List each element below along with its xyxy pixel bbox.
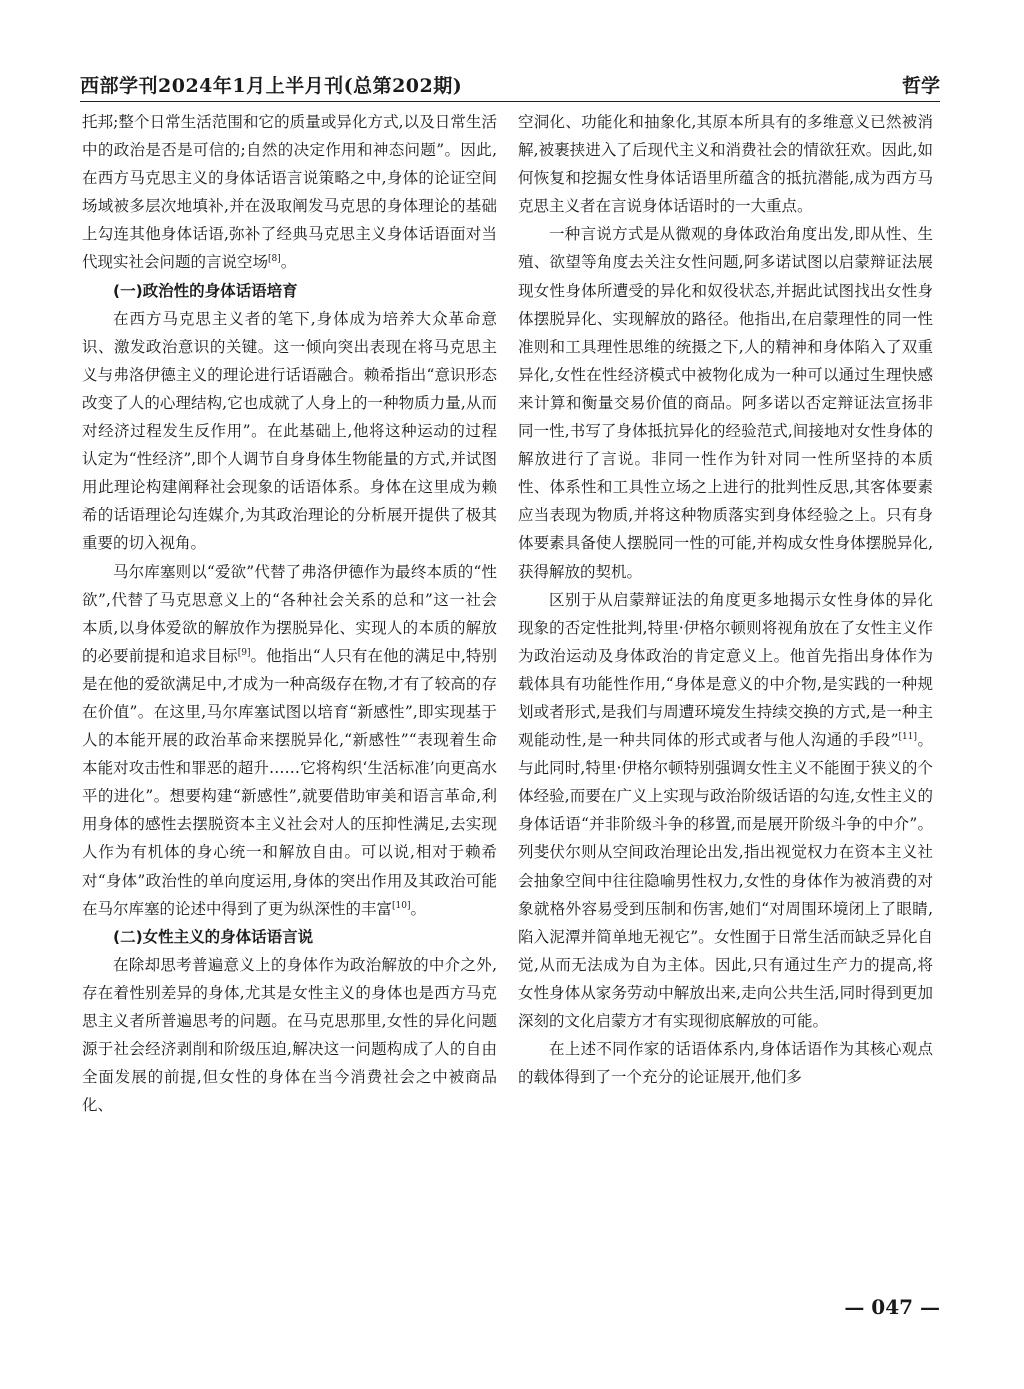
right-column	[518, 108, 933, 1233]
paragraph-text: 托邦;整个日常生活范围和它的质量或异化方式,以及日常生活中的政治是否是可信的;自然的决定作用和神态问题”。因此,在西方马克思主义的身体话语言说策略之中,身体的论证空间场域被多层次地填补,并在汲取阐发马克思的身体理论的基础上勾连其他身体话语,弥补了经典马克思主义身体话语面对当代现实社会问题的言说空场	[82, 113, 497, 272]
paragraph	[82, 108, 497, 277]
paragraph: 空洞化、功能化和抽象化,其原本所具有的多维意义已然被消解,被裹挟进入了后现代主义和消费社会的情欲狂欢。因此,如何恢复和挖掘女性身体话语里所蕴含的抵抗潜能,成为西方马克思主义者在言说身体话语时的一大重点。	[518, 113, 933, 216]
paragraph	[518, 586, 933, 1036]
paragraph-text: 马尔库塞则以“爱欲”代替了弗洛伊德作为最终本质的“性欲”,代替了马克思意义上的“各种社会关系的总和”这一社会本质,以身体爱欲的解放作为摆脱异化、实现人的本质的解放的必要前提和追求目标	[82, 562, 497, 665]
paragraph-text: 。他指出“人只有在他的满足中,特别是在他的爱欲满足中,才成为一种高级存在物,才有了较高的存在价值”。在这里,马尔库塞试图以培育“新感性”,即实现基于人的本能开展的政治革命来摆脱异化,“新感性”“表现着生命本能对攻击性和罪恶的超升……它将构织‘生活标准’向更高水平的进化”。想要构建“新感性”,就要借助审美和语言革命,利用身体的感性去摆脱资本主义社会对人的压抑性满足,去实现人作为有机体的身心统一和解放自由。可以说,相对于赖希对“身体”政治性的单向度运用,身体的突出作用及其政治可能在马尔库塞的论述中得到了更为纵深性的丰富	[82, 646, 497, 918]
paragraph-end: 。	[280, 253, 297, 272]
running-header	[80, 68, 940, 98]
paragraph: 在上述不同作家的话语体系内,身体话语作为其核心观点的载体得到了一个充分的论证展开,他们多	[518, 1040, 933, 1087]
section-heading: (二)女性主义的身体话语言说	[113, 927, 314, 946]
page-number: — 047 —	[844, 1295, 940, 1319]
paragraph: 一种言说方式是从微观的身体政治角度出发,即从性、生殖、欲望等角度去关注女性问题,阿多诺试图以启蒙辩证法展现女性身体所遭受的异化和奴役状态,并据此试图找出女性身体摆脱异化、实现解放的路径。他指出,在启蒙理性的同一性准则和工具理性思维的统摄之下,人的精神和身体陷入了双重异化,女性在性经济模式中被物化成为一种可以通过生理快感来计算和衡量交易价值的商品。阿多诺以否定辩证法宣扬非同一性,书写了身体抵抗异化的经验范式,间接地对女性身体的解放进行了言说。非同一性作为针对同一性所坚持的本质性、体系性和工具性立场之上进行的批判性反思,其客体要素应当表现为物质,并将这种物质落实到身体经验之上。只有身体要素具备使人摆脱同一性的可能,并构成女性身体摆脱异化,获得解放的契机。	[518, 225, 933, 581]
citation: [10]	[392, 900, 411, 911]
left-column	[82, 108, 497, 1233]
citation: [9]	[237, 647, 251, 658]
header-rule	[80, 101, 940, 102]
citation: [8]	[268, 254, 281, 265]
paragraph-text: 区别于从启蒙辩证法的角度更多地揭示女性身体的异化现象的否定性批判,特里·伊格尔顿则将视角放在了女性主义作为政治运动及身体政治的肯定意义上。他首先指出身体作为载体具有功能性作用,“身体是意义的中介物,是实践的一种规划或者形式,是我们与周遭环境发生持续交换的方式,是一种主观能动性,是一种共同体的形式或者与他人沟通的手段”	[518, 590, 933, 750]
citation: [11]	[898, 732, 918, 743]
paragraph-end: 。	[410, 899, 427, 918]
paragraph	[82, 558, 497, 923]
paragraph: 在西方马克思主义者的笔下,身体成为培养大众革命意识、激发政治意识的关键。这一倾向突出表现在将马克思主义与弗洛伊德主义的理论进行话语融合。赖希指出“意识形态改变了人的心理结构,它也成就了人身上的一种物质力量,从而对经济过程发生反作用”。在此基础上,他将这种运动的过程认定为“性经济”,即个人调节自身身体生物能量的方式,并试图用此理论构建阐释社会现象的话语体系。身体在这里成为赖希的话语理论勾连媒介,为其政治理论的分析展开提供了极其重要的切入视角。	[82, 309, 497, 553]
section-label: 哲学	[901, 75, 940, 97]
journal-title: 西部学刊2024年1月上半月刊(总第202期)	[80, 75, 463, 97]
paragraph-text: 。与此同时,特里·伊格尔顿特别强调女性主义不能囿于狭义的个体经验,而要在广义上实现与政治阶级话语的勾连,女性主义的身体话语“并非阶级斗争的移置,而是展开阶级斗争的中介”。列斐伏尔则从空间政治理论出发,指出视觉权力在资本主义社会抽象空间中往往隐喻男性权力,女性的身体作为被消费的对象就格外容易受到压制和伤害,她们“对周围环境闭上了眼睛,陷入泥潭并简单地无视它”。女性囿于日常生活而缺乏异化自觉,从而无法成为自为主体。因此,只有通过生产力的提高,将女性身体从家务劳动中解放出来,走向公共生活,同时得到更加深刻的文化启蒙方才有实现彻底解放的可能。	[518, 731, 933, 1030]
paragraph: 在除却思考普遍意义上的身体作为政治解放的中介之外,存在着性别差异的身体,尤其是女性主义的身体也是西方马克思主义者所普遍思考的问题。在马克思那里,女性的异化问题源于社会经济剥削和阶级压迫,解决这一问题构成了人的自由全面发展的前提,但女性的身体在当今消费社会之中被商品化、	[82, 955, 497, 1115]
section-heading: (一)政治性的身体话语培育	[113, 281, 298, 300]
